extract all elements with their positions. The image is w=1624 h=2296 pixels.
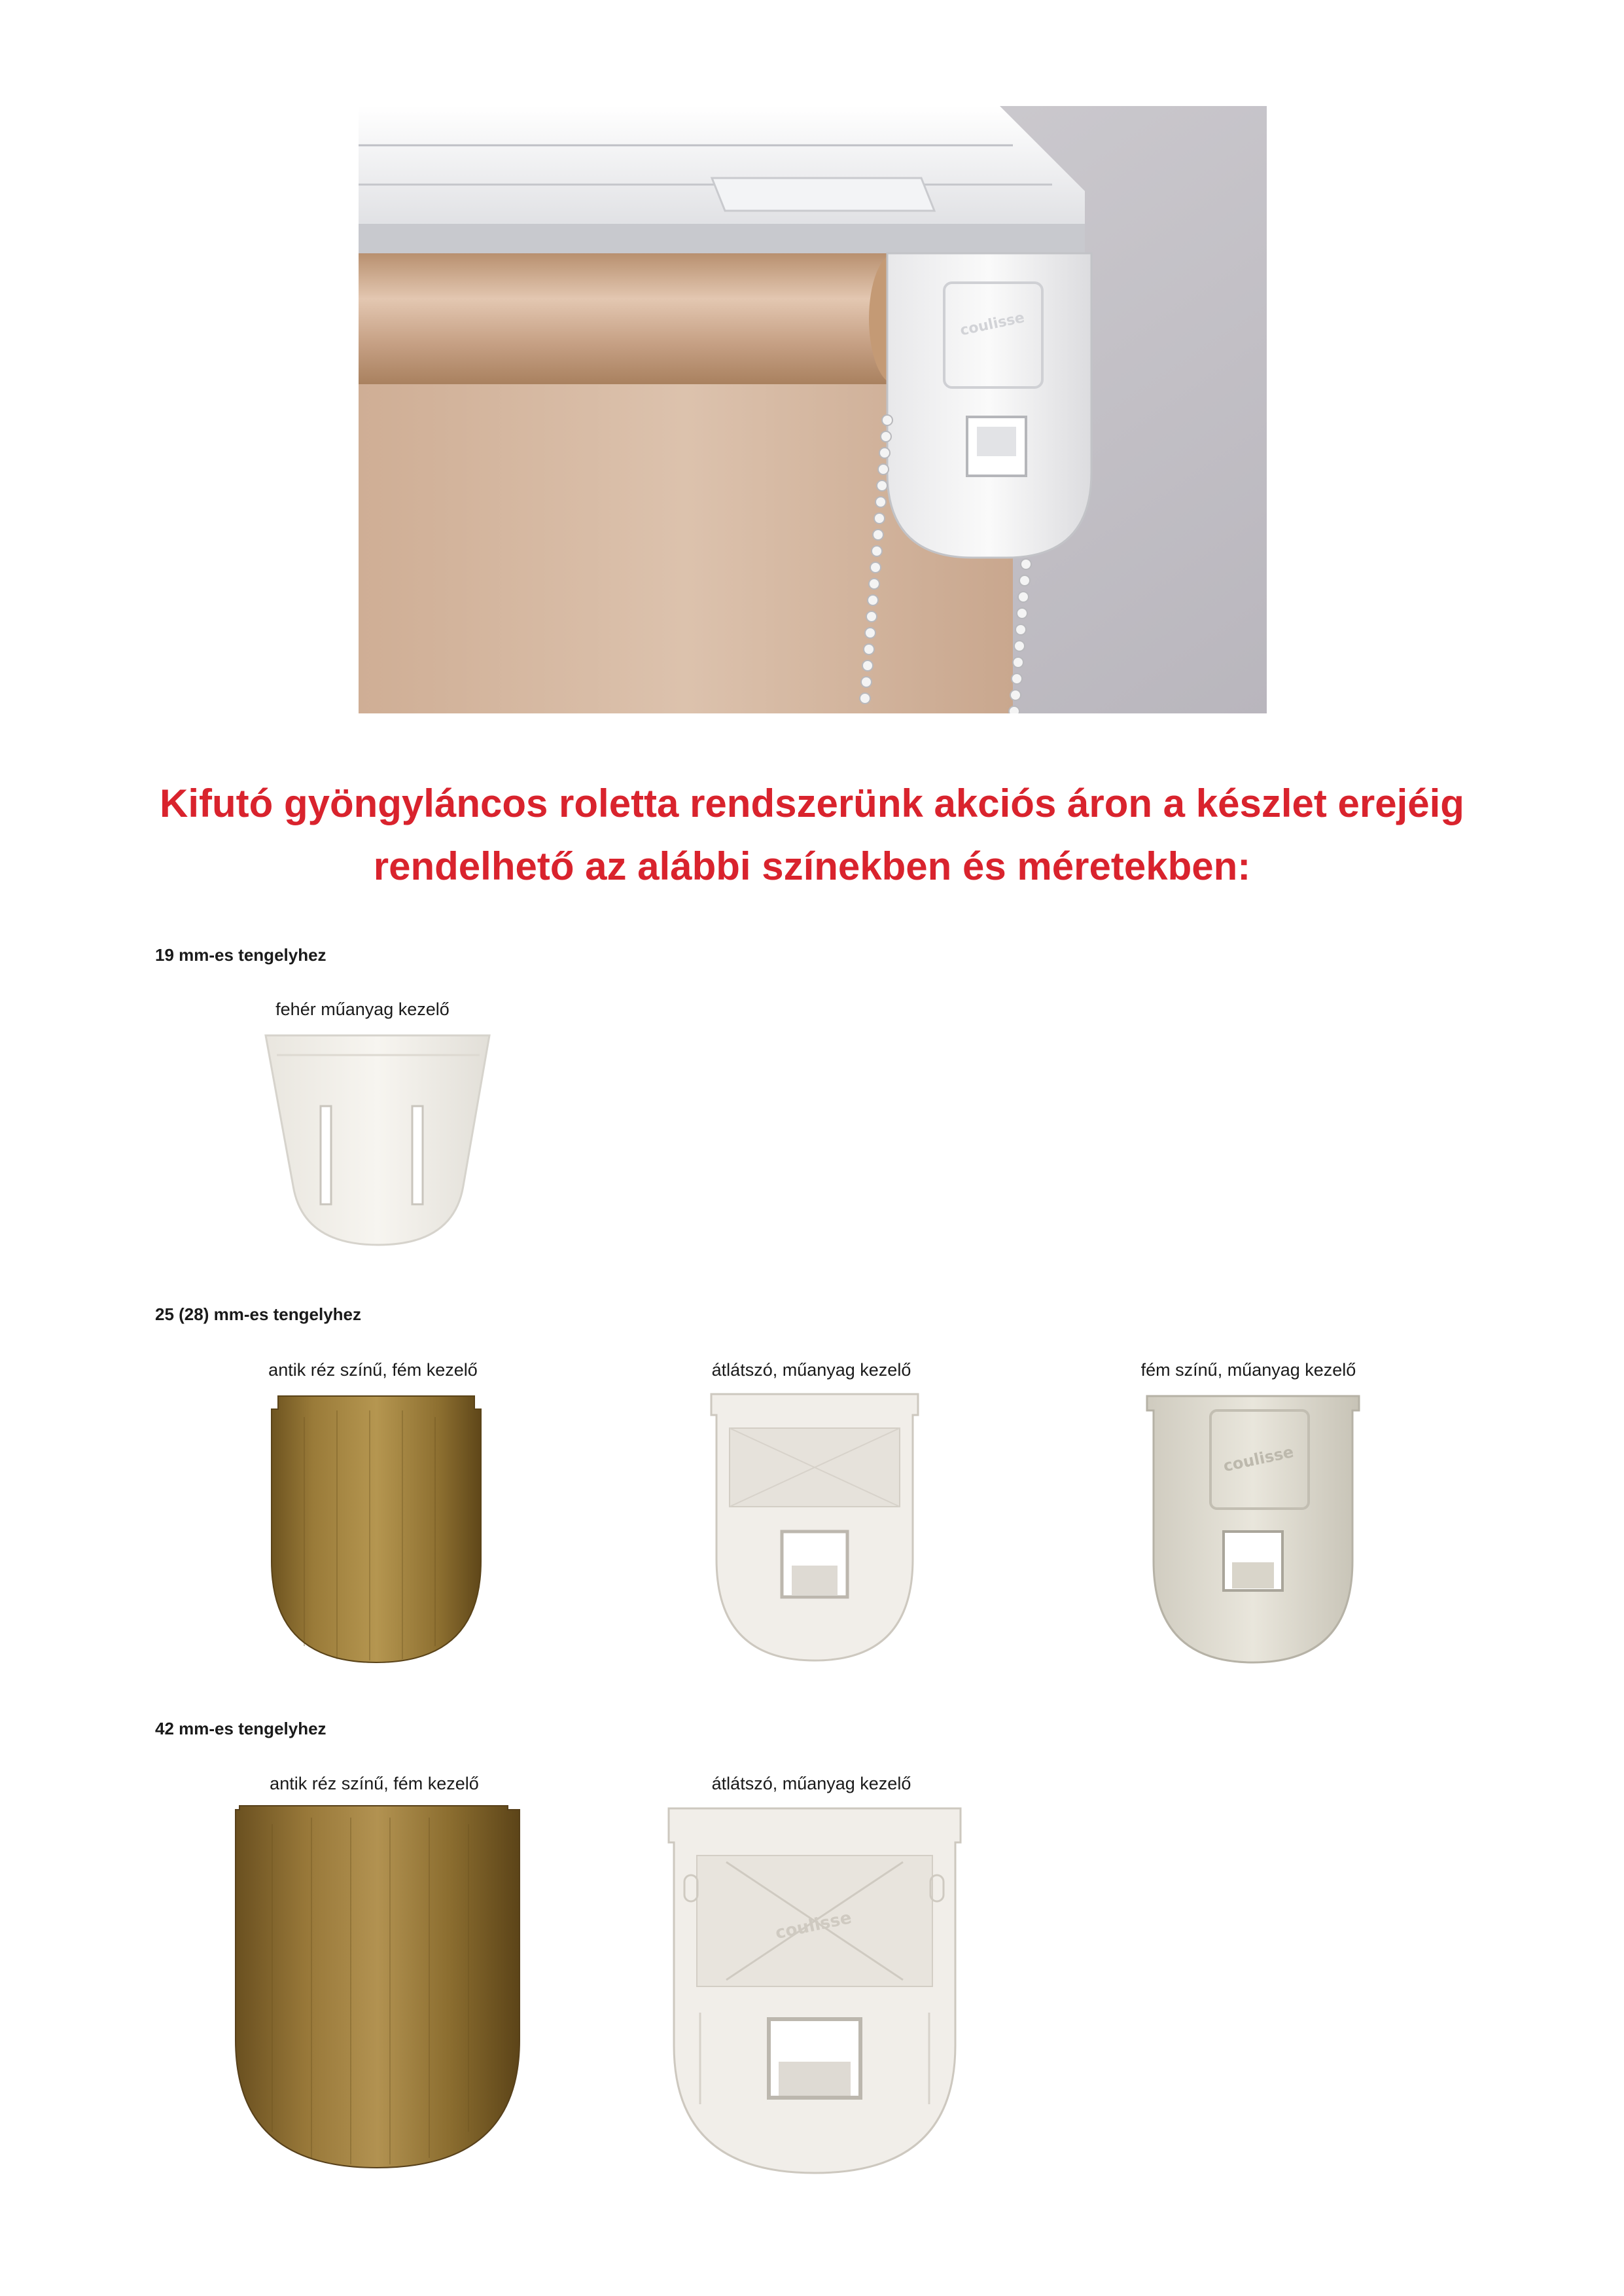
headline-line-2: rendelhető az alábbi színekben és méretekben: xyxy=(373,844,1251,888)
hero-product-photo xyxy=(359,106,1267,713)
silver-plastic-handle-icon xyxy=(1142,1391,1364,1669)
bracket-brand-logo: coulisse xyxy=(959,310,1027,340)
caption-white-plastic: fehér műanyag kezelő xyxy=(275,999,450,1019)
caption-transparent-plastic-large: átlátszó, műanyag kezelő xyxy=(711,1774,911,1793)
section-label-42mm: 42 mm-es tengelyhez xyxy=(155,1719,327,1738)
handle-brand-logo-large: coulisse xyxy=(773,1908,854,1944)
handle-brand-logo: coulisse xyxy=(1222,1443,1296,1476)
caption-brass-metal-large: antik réz színű, fém kezelő xyxy=(270,1774,479,1793)
section-label-25mm: 25 (28) mm-es tengelyhez xyxy=(155,1304,362,1324)
headline-line-1: Kifutó gyöngyláncos roletta rendszerünk akciós áron a készlet erejéig xyxy=(160,781,1464,825)
transparent-plastic-handle-large-icon xyxy=(661,1803,968,2179)
caption-silver-plastic: fém színű, műanyag kezelő xyxy=(1140,1360,1356,1380)
brass-metal-handle-large-icon xyxy=(226,1804,521,2174)
brass-metal-handle-icon xyxy=(265,1391,487,1669)
promo-headline xyxy=(79,772,1545,898)
caption-transparent-plastic: átlátszó, műanyag kezelő xyxy=(711,1360,911,1380)
transparent-plastic-handle-icon xyxy=(703,1389,926,1667)
caption-brass-metal: antik réz színű, fém kezelő xyxy=(268,1360,478,1380)
section-label-19mm: 19 mm-es tengelyhez xyxy=(155,945,327,965)
roller-blind-illustration xyxy=(359,106,1267,713)
white-plastic-handle-icon xyxy=(260,1029,496,1255)
